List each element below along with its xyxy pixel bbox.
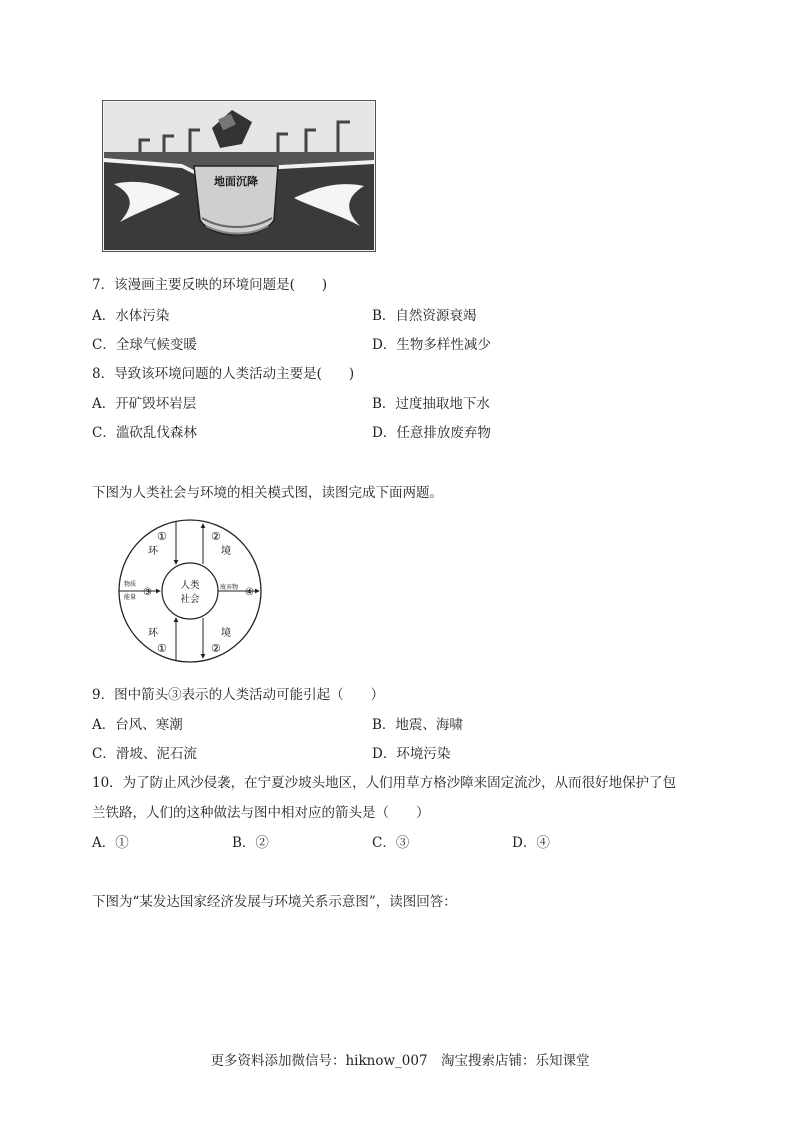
mark-4: ④ bbox=[245, 587, 254, 598]
q7-option-d[interactable]: D．生物多样性减少 bbox=[372, 337, 491, 353]
env-char-top-right: 境 bbox=[221, 546, 231, 557]
env-char-bottom-right: 境 bbox=[221, 628, 231, 639]
q10-stem-line2: 兰铁路，人们的这种做法与图中相对应的箭头是（ ） bbox=[92, 805, 430, 821]
land-subsidence-cartoon bbox=[102, 100, 376, 252]
q10-option-c[interactable]: C．③ bbox=[372, 835, 410, 851]
q7-option-a[interactable]: A．水体污染 bbox=[92, 308, 170, 324]
mark-2-top: ② bbox=[211, 530, 221, 543]
q9-option-a[interactable]: A．台风、寒潮 bbox=[92, 717, 183, 733]
q10-option-a[interactable]: A．① bbox=[92, 835, 129, 851]
env-char-top-left: 环 bbox=[148, 546, 158, 557]
mark-3: ③ bbox=[143, 587, 152, 598]
intro-economy-environment: 下图为“某发达国家经济发展与环境关系示意图”，读图回答： bbox=[92, 894, 457, 910]
mark-2-bottom: ② bbox=[211, 642, 221, 655]
q10-stem-line1: 10．为了防止风沙侵袭，在宁夏沙坡头地区，人们用草方格沙障来固定流沙，从而很好地保护了包 bbox=[92, 775, 677, 791]
q9-stem: 9．图中箭头③表示的人类活动可能引起（ ） bbox=[92, 687, 385, 703]
q10-option-b[interactable]: B．② bbox=[232, 835, 269, 851]
q8-option-c[interactable]: C．滥砍乱伐森林 bbox=[92, 425, 197, 441]
q8-option-a[interactable]: A．开矿毁坏岩层 bbox=[92, 396, 197, 412]
q7-option-b[interactable]: B．自然资源衰竭 bbox=[372, 308, 477, 324]
right-label-waste: 废弃物 bbox=[220, 584, 239, 591]
mark-1-bottom: ① bbox=[157, 642, 167, 655]
mark-1-top: ① bbox=[157, 530, 167, 543]
human-environment-diagram bbox=[117, 518, 263, 664]
q7-option-c[interactable]: C．全球气候变暖 bbox=[92, 337, 197, 353]
left-label-energy: 能量 bbox=[124, 594, 137, 601]
q9-option-b[interactable]: B．地震、海啸 bbox=[372, 717, 463, 733]
center-label-bottom: 社会 bbox=[180, 594, 200, 605]
page-footer: 更多资料添加微信号：hiknow_007 淘宝搜索店铺：乐知课堂 bbox=[210, 1053, 590, 1069]
q9-option-d[interactable]: D．环境污染 bbox=[372, 746, 451, 762]
q8-option-d[interactable]: D．任意排放废弃物 bbox=[372, 425, 491, 441]
q8-stem: 8．导致该环境问题的人类活动主要是( ) bbox=[92, 366, 355, 382]
human-society-inner-circle bbox=[162, 563, 218, 619]
q7-stem: 7．该漫画主要反映的环境问题是( ) bbox=[92, 277, 328, 293]
center-label-top: 人类 bbox=[180, 580, 200, 591]
q10-option-d[interactable]: D．④ bbox=[512, 835, 550, 851]
q9-option-c[interactable]: C．滑坡、泥石流 bbox=[92, 746, 197, 762]
cartoon-caption: 地面沉降 bbox=[214, 175, 258, 188]
left-label-matter: 物质 bbox=[124, 581, 137, 588]
intro-human-environment: 下图为人类社会与环境的相关模式图，读图完成下面两题。 bbox=[92, 485, 443, 501]
q8-option-b[interactable]: B．过度抽取地下水 bbox=[372, 396, 490, 412]
env-char-bottom-left: 环 bbox=[148, 628, 158, 639]
